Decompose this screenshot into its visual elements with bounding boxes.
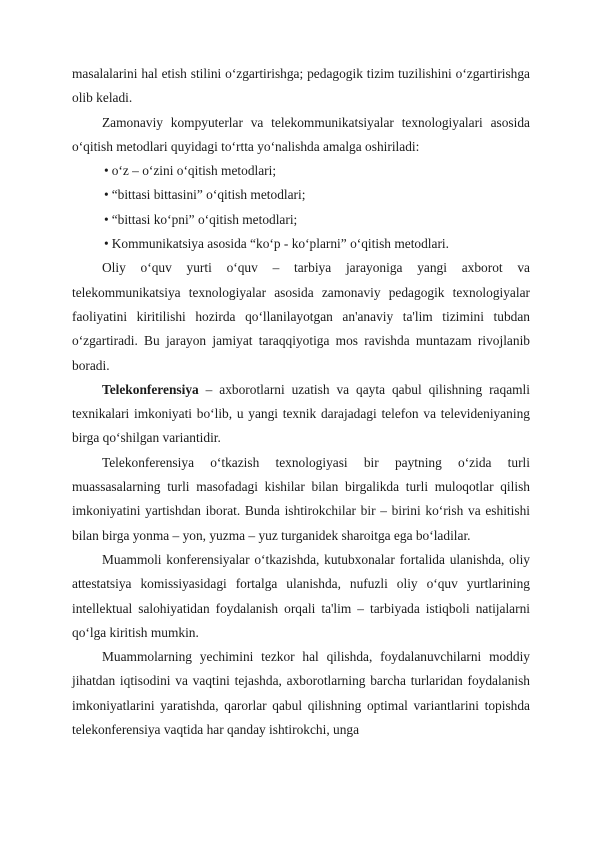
bullet-icon: • [104,236,109,252]
term-teleconference: Telekonferensiya [102,381,199,397]
list-item-text: “bittasi bittasini” o‘qitish metodlari; [111,187,306,203]
list-item [104,232,530,256]
definition-text: – axborotlarni uzatish va qayta qabul qilishning raqamli texnikalari imkoniyati bo‘lib, u yangi texnik darajadagi telefon va televideniyaning birga qo‘shilgan variantidir. [72,381,530,446]
document-page [72,62,530,742]
list-item [104,183,530,207]
paragraph-teaching-methods-intro: Zamonaviy kompyuterlar va telekommunikatsiyalar texnologiyalari asosida o‘qitish metodlari quyidagi to‘rtta yo‘nalishda amalga oshiriladi: [72,114,530,154]
list-item [104,159,530,183]
paragraph-problem-conferences: Muammoli konferensiyalar o‘tkazishda, kutubxonalar fortalida ulanishda, oliy attestatsiya komissiyasidagi fortalga ulanishda, nufuzli oliy o‘quv yurtlarining intellektual salohiyatidan foydalanish orqali ta'lim – tarbiyada istiqboli natijalarni qo‘lga kiritish mumkin. [72,551,530,640]
list-item-text: o‘z – o‘zini o‘qitish metodlari; [111,163,277,179]
paragraph-teleconference-technology: Telekonferensiya o‘tkazish texnologiyasi bir paytning o‘zida turli muassasalarning turli masofadagi kishilar bilan birgalikda turli muloqotlar qilish imkoniyatini yartishdan iborat. Bunda ishtirokchilar bir – birini ko‘rish va eshitishi bilan birga yonma – yon, yuzma – yuz turganidek sharoitga ega bo‘ladilar. [72,454,530,543]
bullet-icon: • [104,163,109,179]
bullet-icon: • [104,187,109,203]
list-item [104,208,530,232]
list-item-text: Kommunikatsiya asosida “ko‘p - ko‘plarni” o‘qitish metodlari. [111,236,449,252]
list-item-text: “bittasi ko‘pni” o‘qitish metodlari; [111,211,298,227]
paragraph-continuation: masalalarini hal etish stilini o‘zgartirishga; pedagogik tizim tuzilishini o‘zgartirishga olib keladi. [72,66,530,106]
paragraph-teleconference-definition [72,378,530,451]
teaching-methods-list [72,159,530,256]
bullet-icon: • [104,211,109,227]
paragraph-higher-education: Oliy o‘quv yurti o‘quv – tarbiya jarayoniga yangi axborot va telekommunikatsiya texnologiyalar asosida zamonaviy pedagogik texnologiyalar faoliyatini kiritilishi hozirda qo‘llanilayotgan an'anaviy ta'lim tizimini tubdan o‘zgartiradi. Bu jarayon jamiyat taraqqiyotiga mos ravishda muntazam rivojlanib boradi. [72,260,530,373]
paragraph-problem-solving: Muammolarning yechimini tezkor hal qilishda, foydalanuvchilarni moddiy jihatdan iqtisodini va vaqtini tejashda, axborotlarning barcha turlaridan foydalanish imkoniyatlarini yaratishda, qarorlar qabul qilishning optimal variantlarini topishda telekonferensiya vaqtida har qanday ishtirokchi, unga [72,649,530,738]
